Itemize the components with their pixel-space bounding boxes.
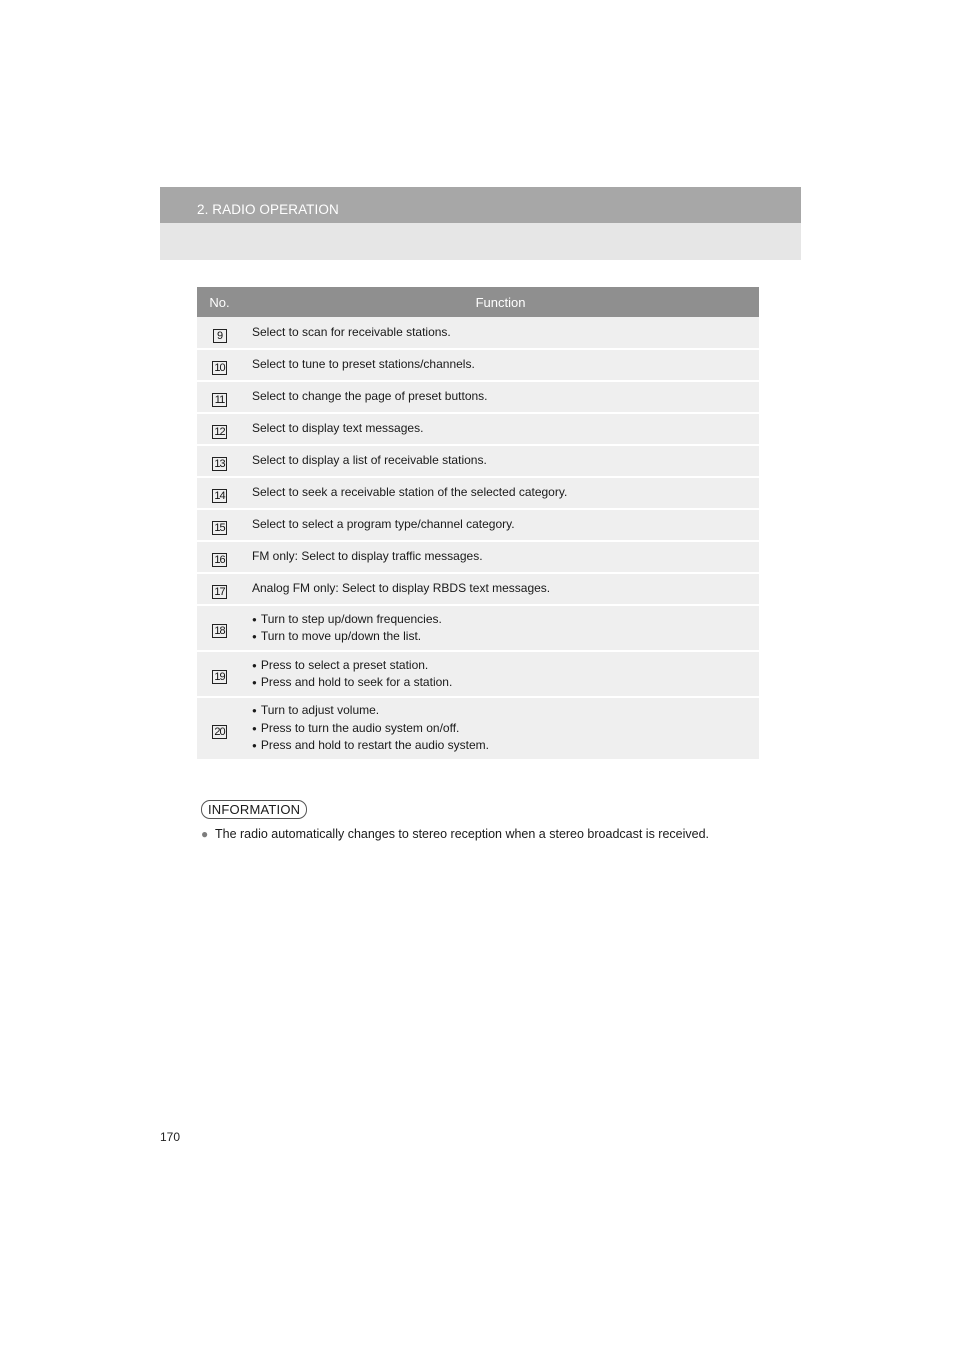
column-header-function: Function: [242, 287, 759, 317]
row-number-cell: [197, 697, 242, 760]
function-bullet-item: ● Press and hold to seek for a station.: [252, 674, 759, 692]
table-row: [197, 697, 759, 760]
table-body: [197, 317, 759, 760]
function-text: Select to display text messages.: [252, 421, 424, 436]
function-text: Select to tune to preset stations/channels.: [252, 357, 475, 372]
section-title: 2. RADIO OPERATION: [160, 187, 801, 223]
table-row: [197, 509, 759, 541]
function-text: Select to select a program type/channel category.: [252, 517, 515, 532]
function-cell: [242, 317, 759, 349]
row-number-badge: 18: [212, 624, 227, 638]
table-row: [197, 541, 759, 573]
information-block: [201, 800, 771, 841]
table-header-row: [197, 287, 759, 317]
function-text: Select to seek a receivable station of the selected category.: [252, 485, 568, 500]
row-number-badge: 11: [212, 393, 227, 407]
function-text: Select to scan for receivable stations.: [252, 324, 451, 339]
function-bullet-item: ● Turn to adjust volume.: [252, 702, 759, 720]
table-row: [197, 651, 759, 697]
information-label: INFORMATION: [201, 800, 307, 819]
row-number-badge: 19: [212, 670, 227, 684]
function-cell: [242, 477, 759, 509]
function-table: [197, 287, 759, 761]
row-number-cell: [197, 541, 242, 573]
table-row: [197, 381, 759, 413]
function-cell: [242, 509, 759, 541]
row-number-badge: 20: [212, 725, 227, 739]
function-bullet-item: ● Turn to move up/down the list.: [252, 628, 759, 646]
row-number-badge: 13: [212, 457, 227, 471]
bullet-icon: ●: [201, 827, 209, 841]
table-row: [197, 573, 759, 605]
row-number-cell: [197, 317, 242, 349]
function-bullet-item: ● Turn to step up/down frequencies.: [252, 611, 759, 629]
function-cell: [242, 381, 759, 413]
function-cell: [242, 651, 759, 697]
row-number-badge: 14: [212, 489, 227, 503]
row-number-badge: 12: [212, 425, 227, 439]
function-text: FM only: Select to display traffic messages.: [252, 549, 483, 564]
row-number-cell: [197, 573, 242, 605]
function-cell: [242, 573, 759, 605]
function-bullet-item: ● Press and hold to restart the audio system.: [252, 737, 759, 755]
section-header: [160, 187, 801, 260]
row-number-badge: 10: [212, 361, 227, 375]
row-number-badge: 17: [212, 585, 227, 599]
function-cell: [242, 349, 759, 381]
page-number: 170: [160, 1130, 181, 1144]
table-row: [197, 413, 759, 445]
row-number-badge: 15: [212, 521, 227, 535]
function-cell: [242, 697, 759, 760]
row-number-cell: [197, 477, 242, 509]
table-row: [197, 317, 759, 349]
table-row: [197, 349, 759, 381]
row-number-cell: [197, 381, 242, 413]
function-cell: [242, 605, 759, 651]
function-text: Select to display a list of receivable stations.: [252, 453, 487, 468]
function-cell: [242, 541, 759, 573]
table-row: [197, 477, 759, 509]
row-number-cell: [197, 349, 242, 381]
table-row: [197, 445, 759, 477]
table-row: [197, 605, 759, 651]
row-number-cell: [197, 413, 242, 445]
row-number-cell: [197, 509, 242, 541]
information-text: The radio automatically changes to stereo reception when a stereo broadcast is received.: [215, 827, 710, 841]
section-header-band: [160, 223, 801, 260]
function-cell: [242, 413, 759, 445]
function-text: Analog FM only: Select to display RBDS text messages.: [252, 581, 551, 596]
function-bullet-item: ● Press to turn the audio system on/off.: [252, 720, 759, 738]
row-number-cell: [197, 445, 242, 477]
function-text: Select to change the page of preset buttons.: [252, 389, 488, 404]
row-number-badge: 16: [212, 553, 227, 567]
function-cell: [242, 445, 759, 477]
information-note: [201, 827, 771, 841]
function-bullet-item: ● Press to select a preset station.: [252, 657, 759, 675]
column-header-no: No.: [197, 287, 242, 317]
row-number-badge: 9: [213, 329, 227, 343]
row-number-cell: [197, 605, 242, 651]
row-number-cell: [197, 651, 242, 697]
